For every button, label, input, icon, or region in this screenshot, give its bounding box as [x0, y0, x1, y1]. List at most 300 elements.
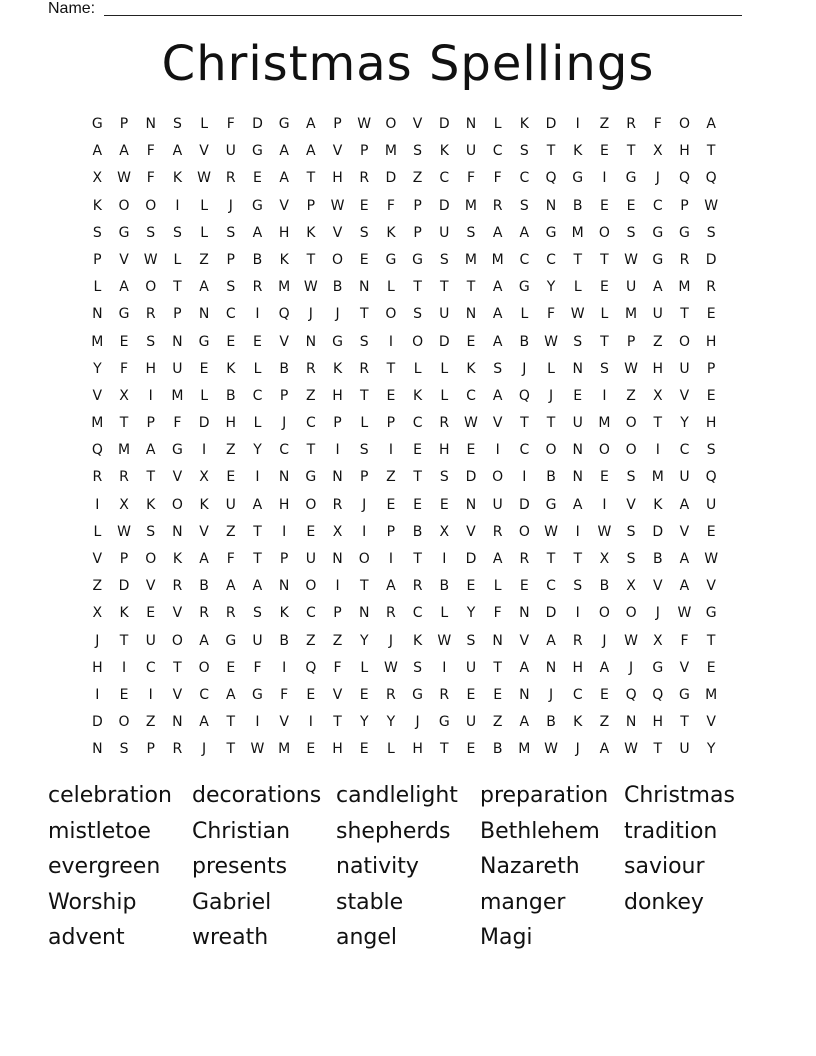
grid-letter: P	[386, 415, 396, 432]
grid-letter: O	[171, 496, 183, 513]
grid-letter: C	[546, 251, 556, 268]
grid-letter: G	[545, 224, 557, 241]
grid-letter: V	[199, 523, 209, 540]
grid-letter: E	[466, 578, 476, 595]
grid-letter: R	[679, 251, 690, 268]
name-field	[48, 0, 742, 18]
grid-letter: P	[119, 116, 129, 132]
grid-letter: S	[359, 224, 369, 241]
grid-letter: O	[625, 442, 637, 459]
grid-letter: R	[332, 496, 343, 513]
grid-letter: L	[440, 387, 449, 404]
grid-letter: U	[465, 714, 477, 731]
grid-letter: L	[253, 360, 262, 377]
grid-letter: V	[92, 551, 103, 567]
grid-letter: V	[679, 659, 690, 676]
grid-letter: N	[305, 333, 317, 350]
grid-letter: T	[493, 659, 502, 676]
grid-letter: D	[91, 714, 103, 731]
grid-letter: K	[172, 551, 182, 567]
grid-letter: N	[572, 469, 583, 486]
word-bank-item: manger	[480, 889, 566, 915]
word-bank-item: mistletoe	[48, 818, 151, 844]
grid-letter: B	[279, 632, 289, 649]
grid-letter: I	[602, 496, 607, 513]
grid-letter: K	[386, 224, 396, 241]
grid-letter: T	[306, 170, 316, 187]
grid-letter: H	[332, 387, 343, 404]
grid-letter: V	[332, 224, 343, 241]
word-bank-item: Christian	[192, 818, 291, 844]
grid-letter: A	[492, 387, 503, 404]
grid-letter: P	[119, 551, 129, 567]
grid-letter: I	[575, 523, 580, 540]
grid-letter: K	[413, 387, 423, 404]
grid-letter: U	[572, 415, 583, 432]
grid-letter: F	[146, 170, 155, 187]
grid-letter: D	[198, 415, 210, 432]
grid-letter: E	[226, 659, 236, 676]
grid-letter: G	[91, 116, 103, 132]
grid-letter: C	[679, 442, 690, 459]
grid-letter: S	[706, 224, 716, 241]
grid-letter: S	[226, 224, 236, 241]
grid-letter: T	[680, 306, 689, 323]
grid-letter: B	[572, 197, 583, 214]
grid-letter: B	[279, 360, 289, 377]
grid-letter: I	[255, 306, 260, 323]
grid-letter: R	[492, 197, 503, 214]
grid-letter: J	[362, 496, 367, 513]
grid-letter: T	[653, 741, 663, 758]
grid-letter: M	[384, 143, 397, 160]
grid-letter: O	[492, 469, 504, 486]
grid-row	[84, 140, 734, 167]
grid-letter: S	[466, 224, 476, 241]
grid-letter: H	[705, 415, 717, 432]
grid-letter: N	[358, 279, 370, 296]
grid-letter: K	[226, 360, 236, 377]
grid-letter: E	[599, 279, 609, 296]
grid-row	[84, 466, 734, 493]
grid-letter: D	[545, 116, 557, 132]
grid-letter: H	[412, 741, 423, 758]
grid-letter: V	[172, 605, 183, 622]
grid-letter: A	[492, 551, 503, 567]
grid-letter: T	[413, 279, 422, 296]
grid-letter: S	[359, 333, 369, 350]
grid-letter: K	[413, 632, 423, 649]
grid-letter: E	[119, 686, 129, 703]
word-bank-row	[48, 887, 768, 923]
grid-letter: V	[172, 469, 183, 486]
grid-letter: E	[706, 387, 716, 404]
grid-letter: I	[442, 551, 447, 567]
grid-letter: L	[413, 360, 422, 377]
grid-letter: V	[279, 714, 289, 731]
grid-letter: A	[386, 578, 396, 595]
grid-letter: E	[599, 197, 609, 214]
grid-letter: X	[652, 387, 663, 404]
grid-letter: L	[547, 360, 555, 377]
grid-letter: T	[440, 741, 449, 758]
grid-letter: A	[679, 551, 690, 567]
grid-letter: W	[624, 251, 639, 268]
grid-letter: T	[680, 714, 689, 731]
grid-letter: O	[678, 333, 690, 350]
grid-letter: S	[466, 632, 476, 649]
grid-letter: L	[200, 197, 208, 214]
grid-letter: U	[465, 143, 477, 160]
grid-letter: P	[333, 415, 342, 432]
grid-letter: O	[598, 442, 610, 459]
grid-letter: N	[625, 714, 637, 731]
grid-letter: F	[493, 170, 502, 187]
grid-letter: A	[492, 306, 503, 323]
grid-letter: W	[117, 170, 131, 187]
grid-letter: R	[252, 279, 263, 296]
grid-letter: W	[117, 523, 131, 540]
grid-letter: E	[493, 686, 503, 703]
word-bank-item: nativity	[336, 854, 419, 880]
grid-letter: R	[359, 360, 370, 377]
grid-letter: I	[522, 469, 527, 486]
grid-letter: U	[172, 360, 183, 377]
grid-letter: Z	[145, 714, 156, 731]
grid-letter: A	[199, 714, 209, 731]
grid-letter: L	[360, 415, 369, 432]
grid-letter: M	[117, 442, 131, 459]
grid-letter: N	[465, 496, 477, 513]
grid-letter: D	[652, 523, 664, 540]
grid-letter: I	[148, 387, 153, 404]
grid-letter: R	[439, 415, 450, 432]
grid-letter: L	[493, 578, 502, 595]
grid-letter: P	[626, 333, 636, 350]
grid-letter: O	[332, 251, 344, 268]
grid-letter: I	[282, 523, 287, 540]
grid-letter: A	[679, 578, 690, 595]
grid-letter: R	[439, 686, 450, 703]
grid-row	[84, 358, 734, 385]
grid-letter: N	[198, 306, 210, 323]
grid-letter: W	[704, 551, 719, 567]
grid-letter: R	[359, 170, 370, 187]
word-bank-item: Gabriel	[192, 889, 272, 915]
grid-letter: C	[492, 143, 503, 160]
grid-letter: E	[519, 578, 529, 595]
grid-letter: I	[202, 442, 207, 459]
grid-letter: A	[546, 632, 556, 649]
grid-letter: T	[359, 306, 369, 323]
grid-letter: W	[250, 741, 265, 758]
grid-letter: V	[706, 714, 716, 731]
grid-letter: I	[148, 686, 153, 703]
grid-letter: X	[626, 578, 636, 595]
grid-letter: J	[575, 741, 580, 758]
grid-letter: C	[546, 578, 556, 595]
grid-letter: C	[225, 306, 236, 323]
grid-letter: A	[306, 116, 316, 132]
grid-letter: V	[199, 143, 209, 160]
word-bank-row	[48, 851, 768, 887]
grid-letter: S	[626, 551, 636, 567]
grid-letter: N	[332, 551, 343, 567]
grid-letter: Z	[225, 442, 236, 459]
grid-letter: N	[572, 360, 583, 377]
grid-letter: J	[308, 306, 313, 323]
grid-letter: T	[359, 578, 369, 595]
grid-letter: T	[226, 741, 236, 758]
grid-letter: C	[519, 170, 530, 187]
grid-letter: U	[652, 306, 663, 323]
grid-letter: H	[332, 170, 343, 187]
grid-letter: G	[438, 714, 450, 731]
grid-letter: W	[437, 632, 452, 649]
grid-letter: N	[172, 333, 183, 350]
grid-letter: V	[332, 143, 343, 160]
grid-letter: F	[146, 143, 155, 160]
grid-letter: I	[442, 659, 447, 676]
grid-letter: I	[95, 686, 100, 703]
grid-letter: J	[602, 632, 607, 649]
grid-letter: N	[92, 306, 103, 323]
grid-letter: F	[226, 551, 235, 567]
grid-letter: L	[360, 659, 369, 676]
grid-row	[84, 331, 734, 358]
grid-letter: E	[253, 170, 262, 187]
grid-row	[84, 738, 734, 765]
grid-letter: X	[599, 551, 610, 567]
word-bank-item: wreath	[192, 925, 269, 951]
grid-letter: G	[705, 605, 717, 622]
grid-letter: B	[199, 578, 209, 595]
grid-letter: O	[598, 605, 610, 622]
word-bank-item: Nazareth	[480, 854, 580, 880]
grid-letter: L	[200, 224, 208, 241]
grid-letter: O	[625, 415, 637, 432]
grid-letter: J	[335, 306, 340, 323]
grid-letter: J	[548, 686, 554, 703]
grid-letter: Q	[678, 170, 690, 187]
grid-letter: A	[279, 143, 289, 160]
word-bank-item: advent	[48, 925, 125, 951]
word-bank-item: stable	[336, 889, 404, 915]
grid-letter: P	[306, 197, 316, 214]
grid-letter: D	[518, 496, 530, 513]
grid-letter: A	[225, 578, 236, 595]
grid-letter: A	[252, 578, 263, 595]
grid-letter: T	[573, 551, 582, 567]
grid-letter: T	[119, 632, 129, 649]
grid-letter: F	[547, 306, 556, 323]
grid-letter: G	[252, 143, 263, 160]
grid-letter: Q	[305, 659, 317, 676]
grid-letter: C	[252, 387, 263, 404]
grid-letter: H	[679, 143, 690, 160]
grid-letter: S	[706, 442, 716, 459]
grid-letter: U	[225, 143, 236, 160]
grid-letter: M	[705, 686, 718, 703]
grid-letter: E	[386, 387, 396, 404]
grid-letter: J	[629, 659, 634, 676]
grid-row	[84, 439, 734, 466]
grid-letter: G	[412, 251, 424, 268]
grid-letter: A	[199, 279, 209, 296]
grid-letter: Q	[625, 686, 637, 703]
grid-letter: C	[305, 605, 316, 622]
grid-letter: L	[573, 279, 582, 296]
grid-letter: P	[226, 251, 235, 268]
grid-letter: G	[572, 170, 584, 187]
grid-letter: Z	[306, 387, 316, 404]
grid-letter: O	[545, 442, 557, 459]
grid-row	[84, 548, 734, 575]
grid-letter: L	[93, 523, 102, 540]
grid-letter: G	[385, 251, 397, 268]
grid-letter: U	[252, 632, 263, 649]
grid-letter: A	[145, 442, 156, 459]
grid-letter: P	[706, 360, 716, 377]
grid-letter: J	[282, 415, 287, 432]
grid-letter: M	[625, 306, 638, 323]
grid-letter: T	[573, 251, 582, 268]
grid-letter: I	[95, 496, 100, 513]
grid-letter: K	[306, 224, 316, 241]
grid-letter: E	[306, 741, 316, 758]
grid-letter: R	[386, 686, 396, 703]
grid-letter: Z	[199, 251, 209, 268]
grid-letter: K	[279, 251, 289, 268]
word-bank-item: evergreen	[48, 854, 161, 880]
grid-letter: X	[119, 496, 129, 513]
grid-letter: F	[253, 659, 262, 676]
grid-letter: C	[652, 197, 663, 214]
grid-letter: J	[522, 360, 527, 377]
grid-letter: S	[146, 224, 156, 241]
grid-letter: X	[92, 605, 103, 622]
grid-letter: A	[119, 279, 129, 296]
grid-letter: Q	[518, 387, 530, 404]
grid-letter: W	[330, 197, 345, 214]
grid-letter: N	[145, 116, 156, 132]
grid-letter: V	[412, 116, 423, 132]
grid-row	[84, 684, 734, 711]
grid-letter: O	[145, 197, 157, 214]
word-bank-item: donkey	[624, 889, 704, 915]
grid-letter: C	[145, 659, 156, 676]
grid-letter: W	[544, 741, 558, 758]
grid-row	[84, 303, 734, 330]
grid-letter: Y	[93, 360, 102, 377]
grid-letter: Y	[253, 442, 262, 459]
grid-row	[84, 249, 734, 276]
word-bank-item: Magi	[480, 925, 533, 951]
grid-letter: G	[252, 197, 263, 214]
grid-row	[84, 575, 734, 602]
grid-letter: L	[253, 415, 262, 432]
grid-letter: A	[572, 496, 583, 513]
grid-letter: C	[519, 251, 530, 268]
grid-letter: V	[172, 686, 183, 703]
grid-letter: D	[465, 469, 477, 486]
grid-letter: X	[92, 170, 103, 187]
grid-letter: P	[333, 605, 342, 622]
grid-letter: Z	[626, 387, 636, 404]
grid-letter: B	[225, 387, 236, 404]
grid-letter: L	[440, 360, 449, 377]
word-bank-item: Bethlehem	[480, 818, 600, 844]
grid-letter: S	[626, 224, 636, 241]
grid-letter: B	[492, 741, 503, 758]
grid-letter: L	[520, 306, 529, 323]
grid-letter: Y	[386, 714, 396, 731]
grid-letter: L	[493, 116, 502, 132]
grid-letter: E	[573, 387, 583, 404]
grid-letter: M	[651, 469, 664, 486]
grid-row	[84, 494, 734, 521]
grid-letter: N	[465, 306, 477, 323]
grid-letter: S	[599, 360, 609, 377]
grid-letter: R	[145, 306, 156, 323]
grid-letter: S	[439, 251, 449, 268]
grid-letter: O	[145, 279, 157, 296]
name-label: Name:	[48, 0, 96, 17]
grid-letter: G	[652, 224, 664, 241]
grid-letter: G	[118, 306, 130, 323]
grid-letter: D	[438, 333, 450, 350]
grid-letter: P	[93, 251, 102, 268]
grid-letter: L	[200, 387, 208, 404]
grid-letter: N	[278, 578, 290, 595]
grid-letter: O	[145, 551, 157, 567]
grid-row	[84, 521, 734, 548]
grid-letter: D	[438, 197, 450, 214]
grid-letter: I	[602, 387, 607, 404]
grid-letter: V	[519, 632, 530, 649]
grid-letter: D	[545, 605, 557, 622]
grid-letter: V	[626, 496, 636, 513]
grid-letter: N	[92, 741, 103, 758]
grid-letter: E	[306, 523, 316, 540]
grid-letter: G	[118, 224, 130, 241]
grid-letter: T	[466, 279, 476, 296]
grid-letter: U	[706, 496, 717, 513]
grid-letter: T	[706, 632, 716, 649]
grid-letter: G	[545, 496, 557, 513]
grid-letter: J	[655, 170, 660, 187]
grid-letter: G	[171, 442, 183, 459]
word-bank-row	[48, 780, 768, 816]
grid-letter: L	[93, 279, 102, 296]
grid-letter: G	[625, 170, 637, 187]
grid-row	[84, 195, 734, 222]
grid-row	[84, 222, 734, 249]
grid-letter: K	[279, 605, 289, 622]
grid-letter: A	[492, 224, 503, 241]
grid-letter: Z	[306, 632, 316, 649]
grid-letter: C	[572, 686, 583, 703]
grid-letter: S	[413, 306, 423, 323]
grid-letter: L	[600, 306, 609, 323]
grid-letter: T	[226, 714, 236, 731]
grid-letter: R	[706, 279, 717, 296]
grid-letter: T	[440, 279, 449, 296]
grid-letter: A	[652, 279, 663, 296]
grid-letter: Y	[546, 279, 556, 296]
grid-letter: I	[602, 170, 607, 187]
grid-letter: P	[279, 551, 289, 567]
